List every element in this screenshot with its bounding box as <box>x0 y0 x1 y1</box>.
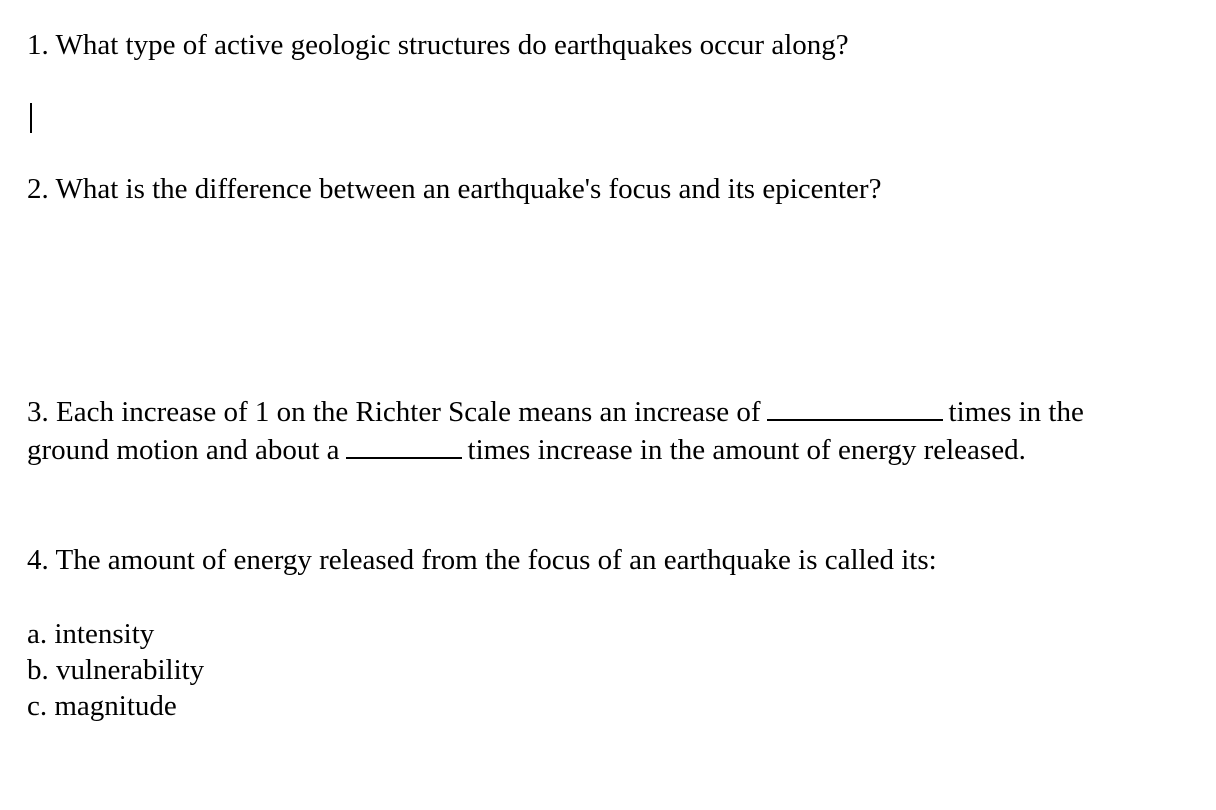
option-b: b. vulnerability <box>27 654 205 686</box>
question-3-text-d: times increase in the amount of energy released. <box>467 434 1026 466</box>
question-3-line-1 <box>27 393 1084 431</box>
question-4: 4. The amount of energy released from the focus of an earthquake is called its: <box>27 544 937 576</box>
option-a: a. intensity <box>27 618 155 650</box>
answer-blank-energy[interactable] <box>346 435 462 459</box>
text-cursor[interactable] <box>30 103 32 133</box>
question-3-text-b: times in the <box>948 396 1084 428</box>
question-3-text-a: 3. Each increase of 1 on the Richter Scale means an increase of <box>27 396 761 428</box>
answer-blank-ground-motion[interactable] <box>767 397 943 421</box>
question-1: 1. What type of active geologic structures do earthquakes occur along? <box>27 29 849 61</box>
question-3-line-2 <box>27 431 1026 469</box>
option-c: c. magnitude <box>27 690 177 722</box>
question-2: 2. What is the difference between an earthquake's focus and its epicenter? <box>27 173 882 205</box>
question-4-options <box>27 616 204 724</box>
question-3-text-c: ground motion and about a <box>27 434 340 466</box>
